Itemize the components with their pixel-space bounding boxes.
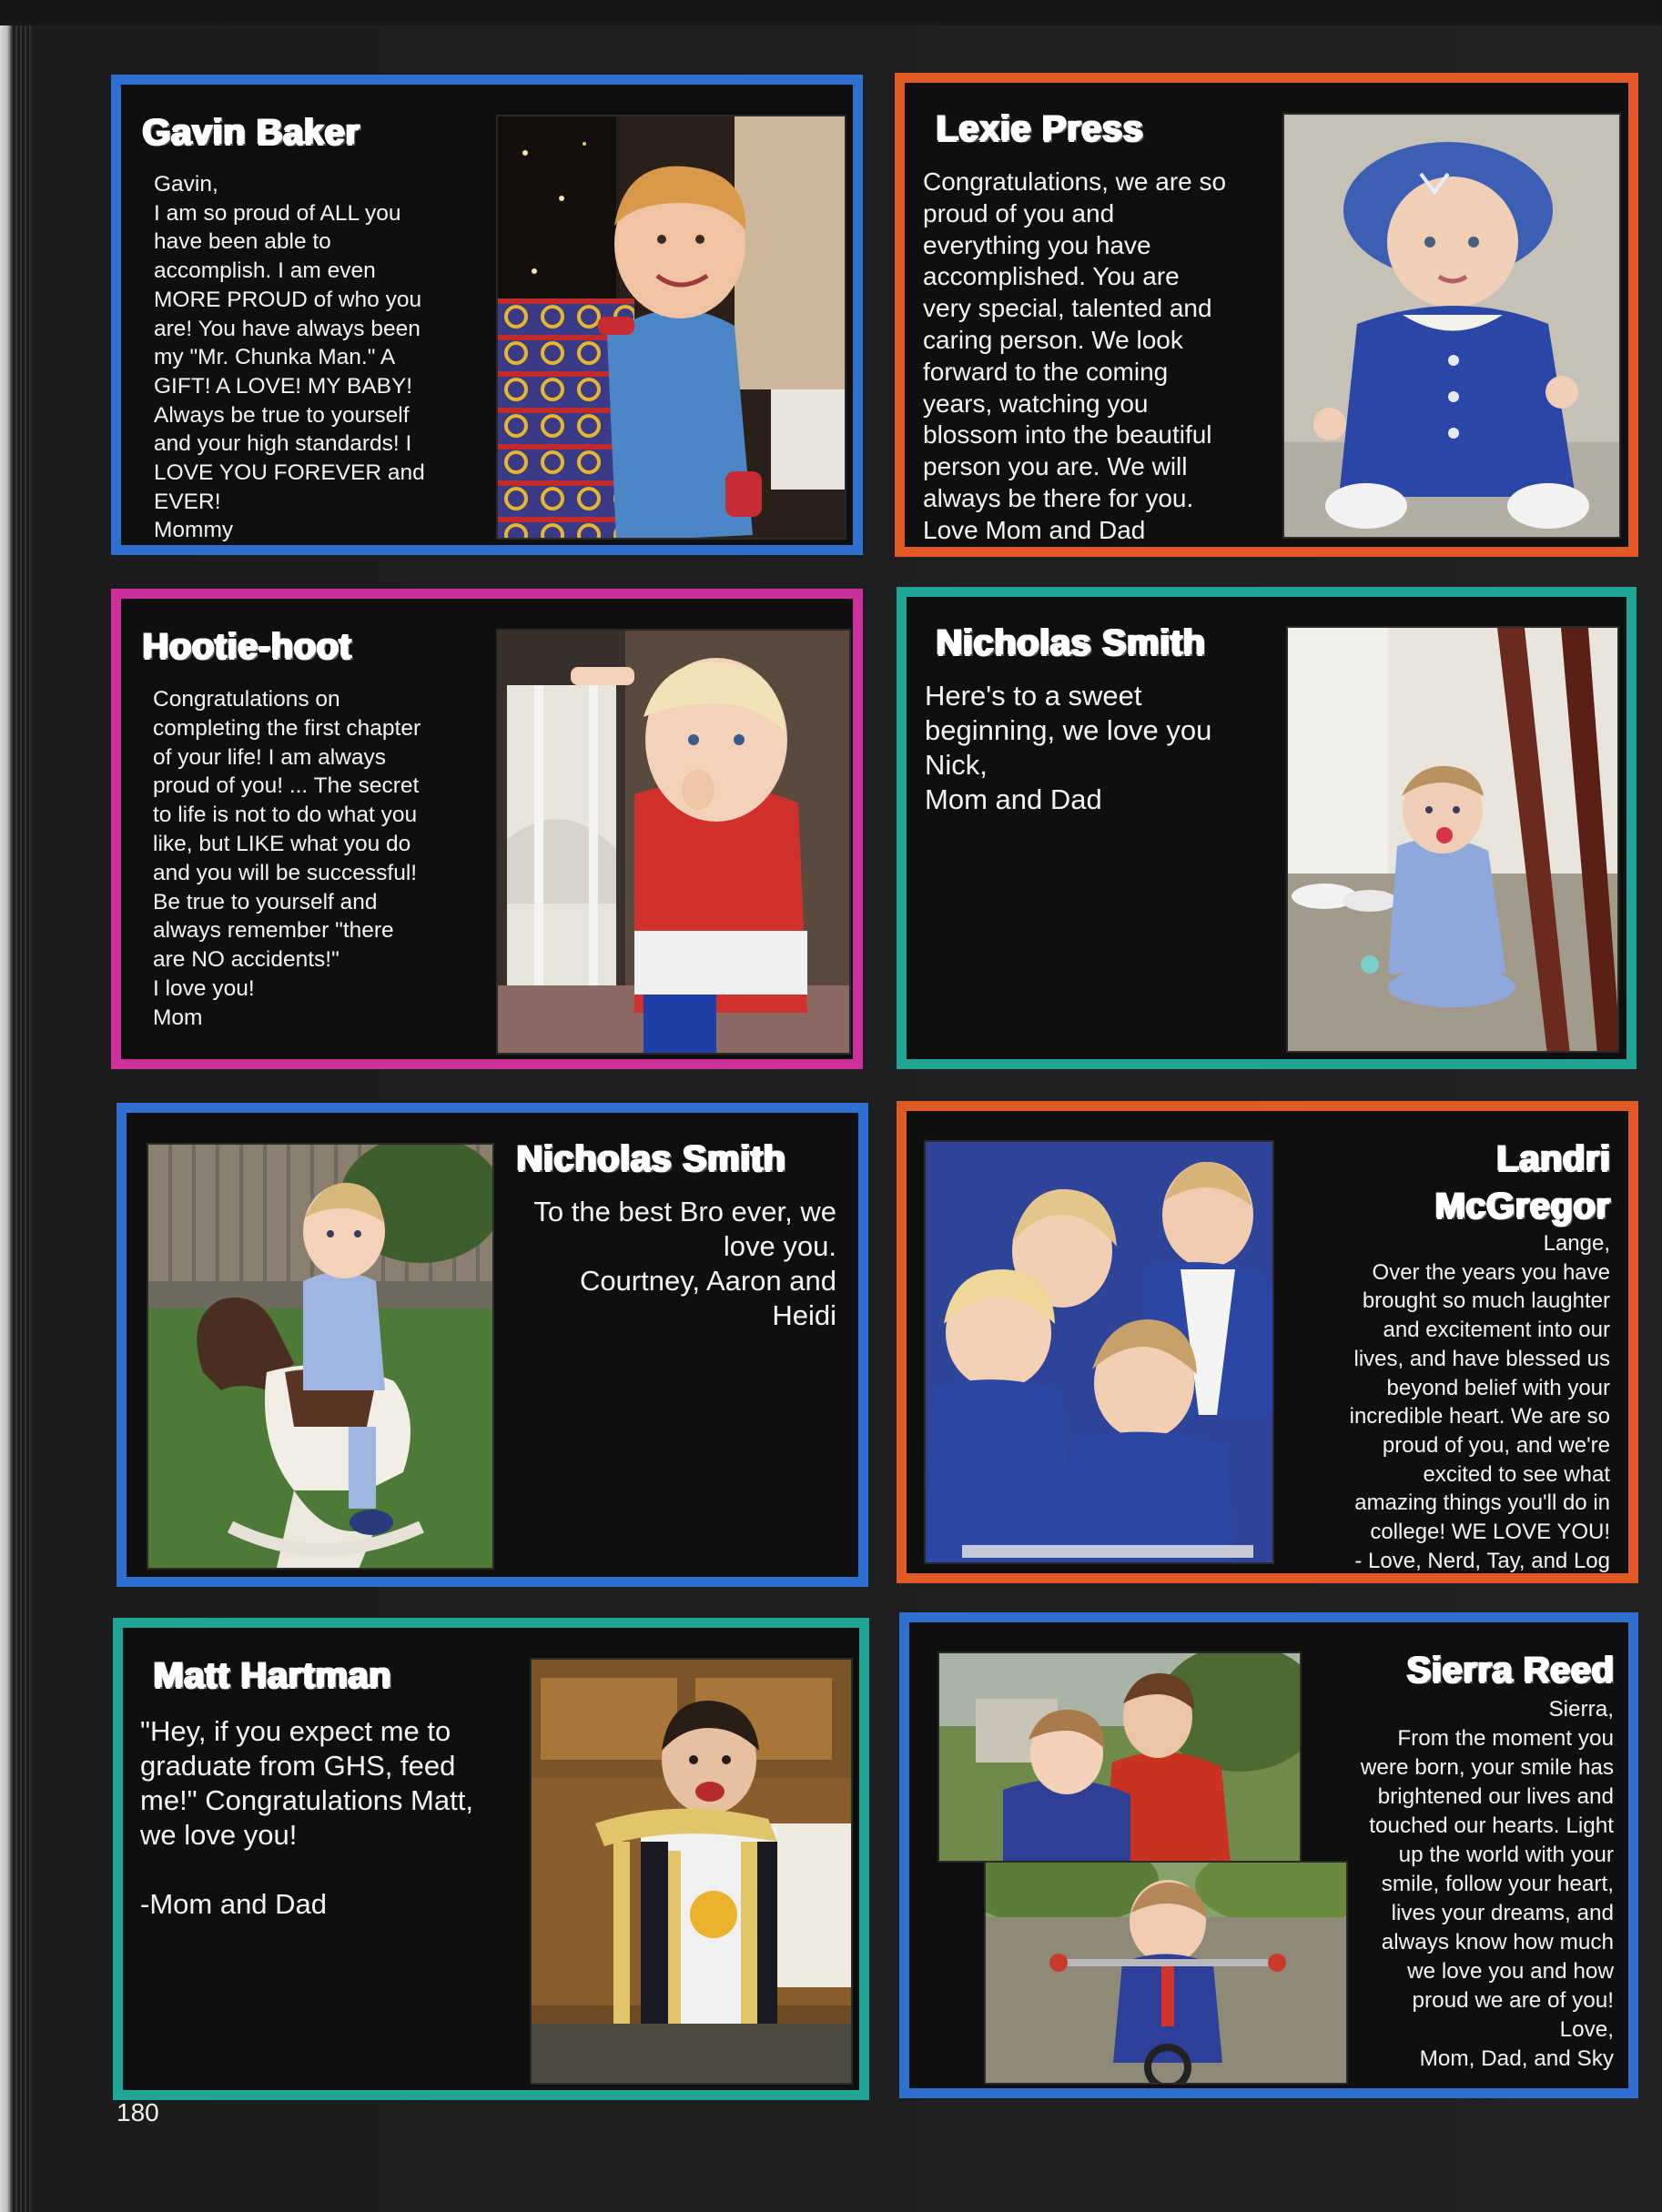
ad-name: Gavin Baker [142, 112, 360, 152]
ad-card-matt-hartman [113, 1618, 869, 2100]
ad-message: To the best Bro ever, we love you. Courtney, Aaron and Heidi [533, 1196, 836, 1331]
ad-name: Nicholas Smith [936, 622, 1205, 662]
top-edge [0, 0, 1662, 25]
christmas-baby-photo [498, 116, 846, 540]
ad-message: Sierra, From the moment you were born, your smile has brightened our lives and touched our hearts. Light up the world with your smile, follow your heart, lives your dreams, and always know how much we love you and how proud we are of you! Love, Mom, Dad, and Sky [1360, 1697, 1614, 2071]
ad-message: Gavin, I am so proud of ALL you have been able to accomplish. I am even MORE PROUD of who you are! You have always been my "Mr. Chunka Man." A GIFT! A LOVE! MY BABY! Always be true to yourself and your high standards! I LOVE YOU FOREVER and EVER! Mommy [154, 172, 425, 543]
rocking-horse-photo [148, 1145, 494, 1570]
baby-bonnet-photo [1284, 115, 1621, 539]
ad-name: Matt Hartman [153, 1655, 391, 1695]
toddler-tricycle-photo [986, 1863, 1348, 2085]
ad-name: Lexie Press [936, 108, 1143, 148]
ad-photo [147, 1143, 494, 1570]
ad-photo [496, 629, 851, 1055]
ad-photo [1286, 626, 1619, 1053]
ad-photo [924, 1140, 1274, 1564]
siblings-hugging-photo [939, 1653, 1302, 1863]
ad-name: Hootie-hoot [142, 626, 351, 666]
toddler-floor-photo [1288, 628, 1619, 1053]
ad-card-nicholas-smith-1 [897, 587, 1637, 1069]
ad-card-landri-mcgregor [897, 1101, 1638, 1583]
ad-photo [530, 1658, 853, 2085]
ad-card-nicholas-smith-2 [117, 1103, 868, 1587]
ad-name: Nicholas Smith [516, 1138, 785, 1178]
ad-card-gavin-baker [111, 75, 863, 555]
four-kids-portrait-photo [926, 1142, 1274, 1564]
ad-card-hootie-hoot [111, 589, 863, 1069]
ad-message: Congratulations on completing the first chapter of your life! I am always proud of you! ... The secret to life is not to do what you like, but LIKE what you do and you will be successful! Be true to yourself and always remember "there are NO accidents!" I love you! Mom [153, 687, 421, 1030]
ad-message: Congratulations, we are so proud of you and everything you have accomplished. You are very special, talented and caring person. We look forward to the coming years, watching you blossom into the beautiful person you are. We will always be there for you. Love Mom and Dad [923, 167, 1227, 544]
ad-message: Lange, Over the years you have brought so much laughter and excitement into our lives, and have blessed us beyond belief with your incredible heart. We are so proud of you, and we're excited to see what amazing things you'll do in college! WE LOVE YOU! - Love, Nerd, Tay, and Log [1349, 1231, 1610, 1573]
ad-photo-top [937, 1651, 1302, 1863]
toddler-red-shirt-photo [498, 631, 851, 1055]
ad-name: Landri McGregor [1434, 1138, 1610, 1226]
toddler-wooden-chair-photo [532, 1660, 853, 2085]
ad-photo [496, 115, 846, 540]
ad-name: Sierra Reed [1406, 1650, 1614, 1690]
page-number: 180 [117, 2098, 159, 2126]
ad-card-sierra-reed [899, 1612, 1638, 2098]
ad-photo [1282, 113, 1621, 539]
book-binding-edge [11, 0, 31, 2212]
ad-photo-bottom [984, 1861, 1348, 2085]
ad-message: "Hey, if you expect me to graduate from GHS, feed me!" Congratulations Matt, we love you! -Mom and Dad [140, 1715, 473, 1920]
ad-card-lexie-press [895, 73, 1638, 557]
ad-message: Here's to a sweet beginning, we love you Nick, Mom and Dad [925, 680, 1212, 815]
